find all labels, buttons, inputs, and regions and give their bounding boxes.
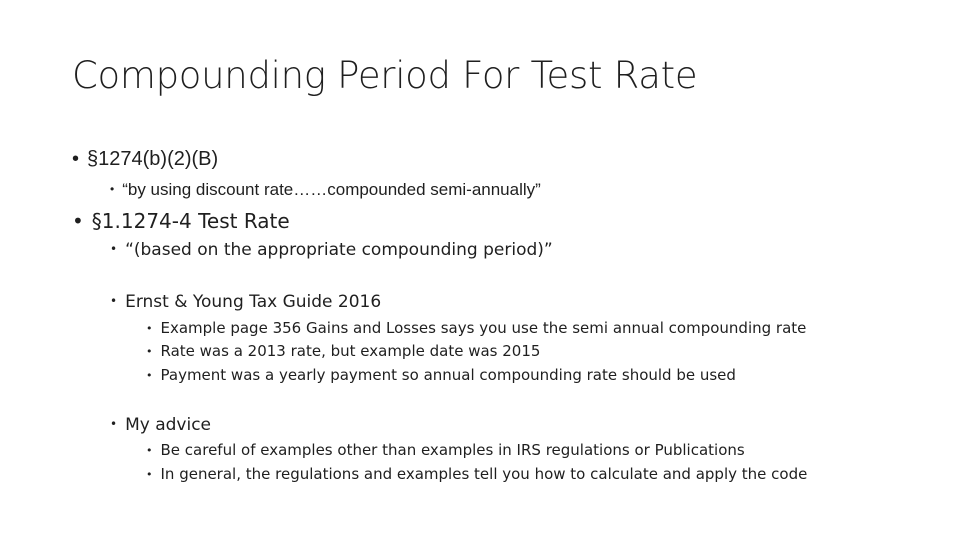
bullet-item-level2	[110, 292, 381, 312]
bullet-item-level3	[146, 366, 736, 384]
slide-title: Compounding Period For Test Rate	[72, 54, 698, 97]
bullet-glyph: •	[110, 182, 115, 196]
bullet-item-level1	[72, 209, 290, 233]
bullet-glyph: •	[146, 369, 153, 382]
bullet-item-level1	[72, 148, 218, 171]
bullet-glyph: •	[146, 444, 153, 457]
bullet-text: §1274(b)(2)(B)	[87, 148, 219, 170]
bullet-text: “(based on the appropriate compounding period)”	[125, 240, 553, 260]
bullet-text: Payment was a yearly payment so annual compounding rate should be used	[160, 366, 736, 384]
bullet-glyph: •	[146, 468, 153, 481]
bullet-glyph: •	[110, 294, 118, 308]
bullet-item-level2	[110, 415, 211, 435]
bullet-glyph: •	[146, 322, 153, 335]
bullet-item-level3	[146, 441, 745, 459]
bullet-text: In general, the regulations and examples tell you how to calculate and apply the code	[160, 465, 808, 483]
bullet-text: §1.1274-4 Test Rate	[91, 209, 290, 233]
bullet-glyph: •	[110, 242, 118, 256]
bullet-text: Rate was a 2013 rate, but example date was 2015	[160, 342, 541, 360]
bullet-item-level3	[146, 465, 807, 483]
bullet-text: My advice	[125, 415, 212, 435]
bullet-text: Ernst & Young Tax Guide 2016	[125, 292, 382, 312]
bullet-text: “by using discount rate……compounded semi-annually”	[122, 180, 541, 199]
bullet-glyph: •	[72, 148, 80, 170]
bullet-item-level2	[110, 240, 553, 260]
bullet-glyph: •	[146, 345, 153, 358]
bullet-item-level3	[146, 342, 540, 360]
bullet-glyph: •	[110, 417, 118, 431]
bullet-glyph: •	[72, 209, 84, 233]
bullet-text: Be careful of examples other than examples in IRS regulations or Publications	[160, 441, 745, 459]
bullet-text: Example page 356 Gains and Losses says you use the semi annual compounding rate	[160, 319, 807, 337]
bullet-item-level3	[146, 319, 806, 337]
bullet-item-level2	[110, 180, 541, 200]
